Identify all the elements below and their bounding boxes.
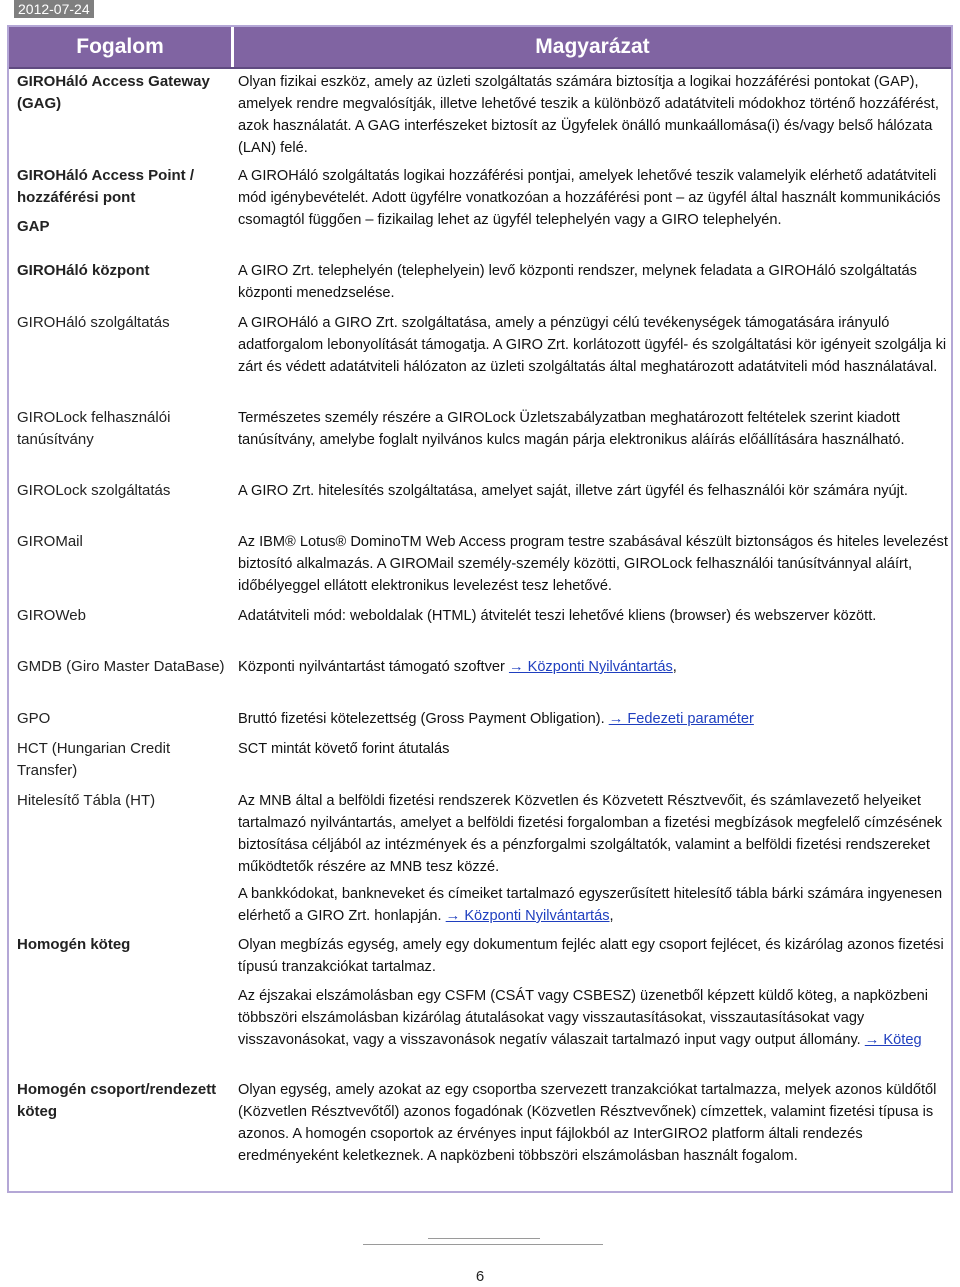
term-homogen-koteg: Homogén köteg bbox=[17, 936, 131, 953]
term-hitelesito-tabla: Hitelesítő Tábla (HT) bbox=[17, 792, 156, 809]
def-gpo-text: Bruttó fizetési kötelezettség (Gross Payment Obligation). bbox=[238, 711, 609, 727]
page-number: 6 bbox=[475, 1268, 485, 1285]
def-hitelesito-tabla-2-text: A bankkódokat, bankneveket és címeiket tartalmazó egyszerűsített hitelesítő tábla bárki számára ingyenesen elérhető a GIRO Zrt. honlapján. bbox=[238, 886, 943, 924]
term-hct: HCT (Hungarian Credit Transfer) bbox=[17, 740, 171, 779]
def-giromail: Az IBM® Lotus® DominoTM Web Access program testre szabásával készült biztonságos és hiteles levelezést biztosító alkalmazás. A GIROMail személy-személy közötti, GIROLock felhasználói tanúsítvánnyal aláírt, időbélyeggel ellátott elektronikus levelezést tesz lehetővé. bbox=[238, 534, 948, 594]
def-hct: SCT mintát követő forint átutalás bbox=[238, 741, 450, 757]
def-gmdb-tail: , bbox=[672, 659, 677, 675]
def-giroweb: Adatátviteli mód: weboldalak (HTML) átvitelét teszi lehetővé kliens (browser) és webszerver között. bbox=[238, 608, 877, 624]
term-girohalo-szolgaltatas: GIROHáló szolgáltatás bbox=[17, 314, 170, 331]
term-gag: GIROHáló Access Gateway (GAG) bbox=[17, 73, 210, 112]
def-gag: Olyan fizikai eszköz, amely az üzleti szolgáltatás számára biztosítja a logikai hozzáférési pontokat (GAP), amelyek rendre megvalósítják, illetve lehetővé teszik a különböző adatátviteli módokhoz történő hozzáférést, azok használatát. A GAG interfészeket biztosít az Ügyfelek önálló munkaállomása(i) és/vagy belső hálózata (LAN) felé. bbox=[238, 74, 939, 156]
term-girolock-szolgaltatas: GIROLock szolgáltatás bbox=[17, 482, 171, 499]
term-giroweb: GIROWeb bbox=[17, 607, 86, 624]
def-homogen-csoport: Olyan egység, amely azokat az egy csoportba szervezett tranzakciókat tartalmazza, melyek azonos küldőtől (Közvetlen Résztvevőtől) azonos fogadónak (Közvetlen Résztvevőnek) címzettek, valamint fizetési típusa is azonos. A homogén csoportok az érvényes input fájlokból az InterGIRO2 platform általi rendezés eredményeként keletkeznek. A napközbeni többszöri elszámolásban használt fogalom. bbox=[238, 1082, 937, 1164]
glossary-table bbox=[7, 25, 953, 1193]
term-gap-abbr: GAP bbox=[17, 218, 50, 235]
term-homogen-csoport: Homogén csoport/rendezett köteg bbox=[17, 1081, 217, 1120]
footer-rule-short bbox=[428, 1238, 540, 1239]
def-gmdb bbox=[238, 656, 948, 678]
def-homogen-koteg: Olyan megbízás egység, amely egy dokumentum fejléc alatt egy csoport fejlécet, és kizárólag azonos fizetési típusú tranzakciókat tartalmaz. bbox=[238, 937, 944, 975]
link-kozponti-nyilvantartas-2[interactable]: → Központi Nyilvántartás bbox=[445, 908, 610, 924]
footer-rule-long bbox=[363, 1244, 603, 1245]
term-gpo: GPO bbox=[17, 710, 51, 727]
def-gpo bbox=[238, 708, 948, 730]
def-girohalo-szolgaltatas: A GIROHáló a GIRO Zrt. szolgáltatása, amely a pénzügyi célú tevékenységek támogatására irányuló adatforgalom lebonyolítását támogatja. A GIRO Zrt. korlátozott ügyfél- és szolgáltatási kör igényeit szolgálja ki zárt és védett adatátviteli hálózaton az üzleti szolgáltatás által meghatározott adatátviteli mód használatával. bbox=[238, 315, 947, 375]
header-explanation: Magyarázat bbox=[535, 35, 650, 58]
term-gap: GIROHáló Access Point / hozzáférési pont bbox=[17, 167, 194, 206]
term-giromail: GIROMail bbox=[17, 533, 83, 550]
link-fedezeti-parameter[interactable]: → Fedezeti paraméter bbox=[608, 711, 754, 727]
term-gmdb: GMDB (Giro Master DataBase) bbox=[17, 658, 225, 675]
def-hitelesito-tabla-2-tail: , bbox=[609, 908, 614, 924]
def-hitelesito-tabla: Az MNB által a belföldi fizetési rendszerek Közvetlen és Közvetett Résztvevőit, és számlavezető helyeiket tartalmazó nyilvántartás, amelyet a belföldi fizetési forgalomban a fizetési megbízások megfelelő címzésének biztosítása céljából az intézmények és a pénzforgalmi szolgáltatók, valamint a belföldi fizetési rendszereket működtetők részére az MNB tesz közzé. bbox=[238, 793, 943, 875]
table-header bbox=[9, 27, 951, 69]
link-kozponti-nyilvantartas[interactable]: → Központi Nyilvántartás bbox=[508, 659, 673, 675]
def-homogen-koteg-2 bbox=[238, 985, 948, 1051]
def-girolock-tanusitvany: Természetes személy részére a GIROLock Üzletszabályzatban meghatározott feltételek szerint kiadott tanúsítvány, amelybe foglalt nyilvános kulcs magán párja elektronikus aláírás előállítására használható. bbox=[238, 410, 905, 448]
def-girolock-szolgaltatas: A GIRO Zrt. hitelesítés szolgáltatása, amelyet saját, illetve zárt ügyfél és felhasználói kör számára nyújt. bbox=[238, 483, 908, 499]
def-homogen-koteg-2-text: Az éjszakai elszámolásban egy CSFM (CSÁT vagy CSBESZ) üzenetből képzett küldő köteg, a napközbeni többszöri elszámolásban kizárólag átutalásokat vagy visszautasításokat, visszautasításokat vagy visszavonásokat, vagy a visszavonások negatív válaszait tartalmazó input vagy output állomány. bbox=[238, 988, 929, 1048]
page-date: 2012-07-24 bbox=[14, 0, 94, 18]
term-girolock-tanusitvany: GIROLock felhasználói tanúsítvány bbox=[17, 409, 171, 448]
link-koteg[interactable]: → Köteg bbox=[864, 1032, 922, 1048]
def-gmdb-text: Központi nyilvántartást támogató szoftver bbox=[238, 659, 509, 675]
header-term: Fogalom bbox=[9, 27, 234, 67]
def-hitelesito-tabla-2 bbox=[238, 883, 948, 927]
def-gap: A GIROHáló szolgáltatás logikai hozzáférési pontjai, amelyek lehetővé teszik valamelyik elérhető adatátviteli mód igénybevételét. Adott ügyfélre vonatkozóan a hozzáférési pont – az ügyfél által használt kommunikációs csomagtól függően – fizikailag lehet az ügyfél telephelyén vagy a GIRO telephelyén. bbox=[238, 168, 941, 228]
term-girohalo-kozpont: GIROHáló központ bbox=[17, 262, 150, 279]
def-girohalo-kozpont: A GIRO Zrt. telephelyén (telephelyein) levő központi rendszer, melynek feladata a GIROHáló szolgáltatás központi menedzselése. bbox=[238, 263, 917, 301]
